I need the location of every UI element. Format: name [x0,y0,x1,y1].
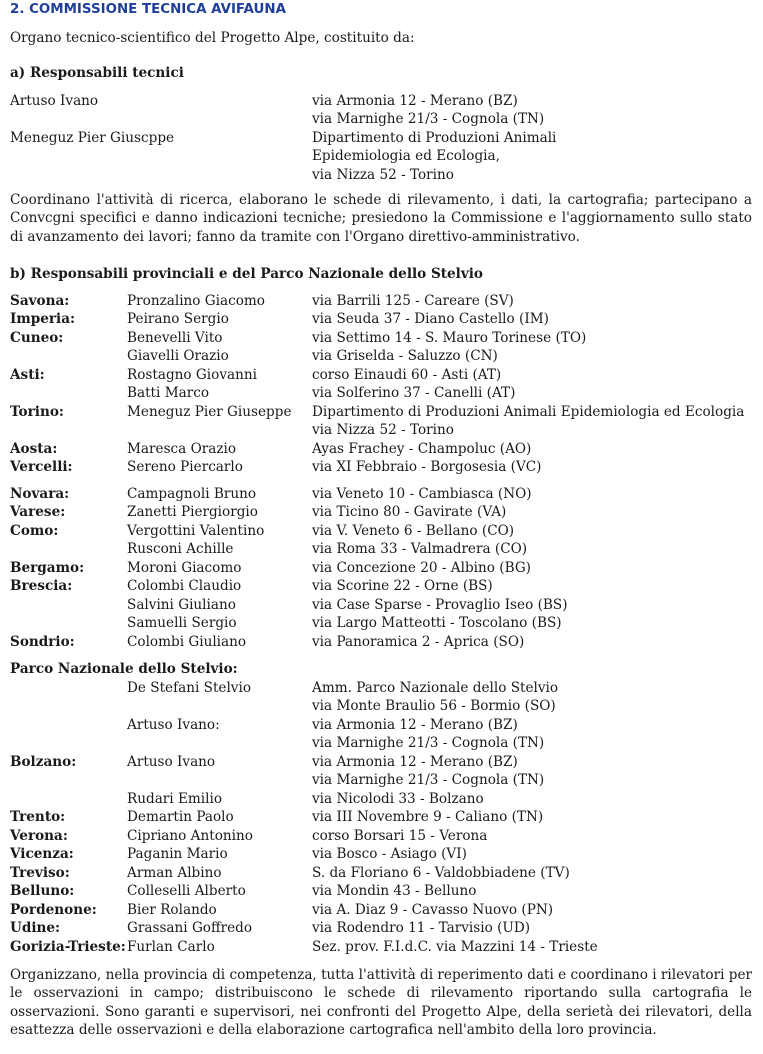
person-name: Artuso Ivano [127,753,216,770]
table-row [10,577,755,595]
person-name: Salvini Giuliano [127,596,236,613]
address: via Marnighe 21/3 - Cognola (TN) [312,772,545,789]
person-name: Rostagno Giovanni [127,366,257,383]
person-name: Maresca Orazio [127,440,237,457]
address: via Largo Matteotti - Toscolano (BS) [312,615,562,632]
address: via Roma 33 - Valmadrera (CO) [312,541,528,558]
province-label: Como: [10,522,59,539]
province-label: Vercelli: [10,459,73,476]
person-name: Benevelli Vito [127,329,223,346]
address: via A. Diaz 9 - Cavasso Nuovo (PN) [312,901,554,918]
person-name: Grassani Goffredo [127,920,253,937]
person-name: Vergottini Valentino [127,522,265,539]
province-label: Udine: [10,920,61,937]
table-row [10,596,755,614]
table-row [10,366,755,384]
person-name: Zanetti Piergiorgio [127,504,258,521]
address: via Solferino 37 - Canelli (AT) [312,385,516,402]
person-name: Bier Rolando [127,901,217,918]
person-name: Cipriano Antonino [127,827,253,844]
province-label: Aosta: [10,440,58,457]
person-name: Moroni Giacomo [127,559,242,576]
address: via Ticino 80 - Gavirate (VA) [312,504,507,521]
table-row [10,310,755,328]
address: via Seuda 37 - Diano Castello (IM) [312,311,549,328]
address: via Armonia 12 - Merano (BZ) [312,93,518,109]
address: via Armonia 12 - Merano (BZ) [312,716,518,733]
table-row [10,503,755,521]
address: Ayas Frachey - Champoluc (AO) [312,440,532,457]
person-name: Artuso Ivano: [127,716,220,733]
province-label: Treviso: [10,864,70,881]
table-row [10,919,755,937]
address: via Case Sparse - Provaglio Iseo (BS) [312,596,568,613]
list-item [10,147,755,165]
address: via Veneto 10 - Cambiasca (NO) [312,486,532,502]
province-label: Brescia: [10,578,73,595]
table-row [10,679,755,697]
section-a-paragraph: Coordinano l'attività di ricerca, elaborano le schede di rilevamento, i dati, la cartografia; partecipano a Convcgni specifici e danno indicazioni tecniche; presiedono la Commissione e l'aggiornamento sullo stato di avanzamento dei lavori; fanno da tramite con l'Organo direttivo-amministrativo. [10,192,752,245]
table-row [10,716,755,734]
address: via Bosco - Asiago (VI) [312,846,467,863]
province-label: Gorizia-Trieste: [10,938,126,955]
person-name: Giavelli Orazio [127,348,229,365]
province-label: Trento: [10,809,66,826]
address: via Concezione 20 - Albino (BG) [312,559,531,576]
list-item [10,166,755,184]
table-row [10,734,755,752]
table-row [10,292,755,310]
province-label: Bolzano: [10,753,77,770]
address: Dipartimento di Produzioni Animali [312,129,557,146]
table-row [10,697,755,715]
address: S. da Floriano 6 - Valdobbiadene (TV) [312,864,570,881]
address: via V. Veneto 6 - Bellano (CO) [312,522,515,539]
person-name: Campagnoli Bruno [127,486,257,502]
address: via Armonia 12 - Merano (BZ) [312,753,518,770]
person-name: Sereno Piercarlo [127,459,243,476]
section-heading: 2. COMMISSIONE TECNICA AVIFAUNA [10,2,286,17]
table-row [10,329,755,347]
section-b-paragraph: Organizzano, nella provincia di competenza, tutta l'attività di reperimento dati e coordinano i rilevatori per le osservazioni in campo; distribuiscono le schede di rilevamento riportando sulla cartografia le osservazioni. Sono garanti e supervisori, nei confronti del Progetto Alpe, della serietà dei rilevatori, della esattezza delle osservazioni e della elaborazione cartografica nell'ambito della loro provincia. [10,967,752,1039]
intro-text: Organo tecnico-scientifico del Progetto Alpe, costituito da: [10,30,415,46]
address: via Mondin 43 - Belluno [312,883,477,900]
table-row [10,864,755,882]
province-label: Imperia: [10,311,76,328]
province-label: Vicenza: [10,846,74,863]
table-row [10,403,755,421]
address: Amm. Parco Nazionale dello Stelvio [312,680,559,696]
table-row [10,901,755,919]
address: via Panoramica 2 - Aprica (SO) [312,633,525,650]
address: via Marnighe 21/3 - Cognola (TN) [312,735,545,752]
table-row [10,827,755,845]
table-row [10,771,755,789]
table-row [10,790,755,808]
subsection-b-title: b) Responsabili provinciali e del Parco Nazionale dello Stelvio [10,266,483,282]
table-row [10,753,755,771]
person-name: Demartin Paolo [127,809,234,826]
address: via Marnighe 21/3 - Cognola (TN) [312,111,545,128]
address: via III Novembre 9 - Caliano (TN) [312,809,544,826]
person-name: Rusconi Achille [127,541,234,558]
address: via Nizza 52 - Torino [312,166,454,183]
parco-title: Parco Nazionale dello Stelvio: [10,661,238,677]
table-row [10,882,755,900]
address: via Griselda - Saluzzo (CN) [312,348,498,365]
province-label: Verona: [10,827,68,844]
address: via Scorine 22 - Orne (BS) [312,578,493,595]
province-label: Savona: [10,293,70,309]
table-row [10,808,755,826]
address: via XI Febbraio - Borgosesia (VC) [312,459,542,476]
table-row [10,845,755,863]
person-name: Paganin Mario [127,846,228,863]
table-row [10,938,755,956]
person-name: Furlan Carlo [127,938,215,955]
table-row [10,522,755,540]
province-label: Bergamo: [10,559,85,576]
person-name: Pronzalino Giacomo [127,293,265,309]
province-label: Torino: [10,403,64,420]
province-label: Varese: [10,504,66,521]
person-name: Meneguz Pier Giuseppe [127,403,292,420]
table-row [10,614,755,632]
list-item [10,110,755,128]
person-name: Peirano Sergio [127,311,229,328]
person-name: Arman Albino [127,864,222,881]
table-row [10,559,755,577]
person-name: Samuelli Sergio [127,615,237,632]
table-row [10,347,755,365]
subsection-a-title: a) Responsabili tecnici [10,65,184,81]
address: via Settimo 14 - S. Mauro Torinese (TO) [312,329,587,346]
person-name: De Stefani Stelvio [127,680,252,696]
address: Sez. prov. F.I.d.C. via Mazzini 14 - Trieste [312,938,598,955]
person-name: Artuso Ivano [10,93,99,109]
address: via Barrili 125 - Careare (SV) [312,293,514,309]
address: via Nicolodi 33 - Bolzano [312,791,484,807]
address: corso Borsari 15 - Verona [312,827,488,844]
table-row [10,633,755,651]
person-name: Meneguz Pier Giuscppe [10,129,175,146]
province-label: Cuneo: [10,329,64,346]
table-row [10,440,755,458]
person-name: Colombi Giuliano [127,633,247,650]
list-item [10,92,755,110]
table-row [10,384,755,402]
person-name: Colombi Claudio [127,578,242,595]
person-name: Rudari Emilio [127,791,223,807]
address: Dipartimento di Produzioni Animali Epidemiologia ed Ecologia [312,403,745,420]
table-row [10,540,755,558]
table-row [10,421,755,439]
address: Epidemiologia ed Ecologia, [312,148,500,165]
list-item [10,129,755,147]
province-label: Novara: [10,486,70,502]
address: via Nizza 52 - Torino [312,422,454,439]
address: via Monte Braulio 56 - Bormio (SO) [312,698,556,715]
province-label: Pordenone: [10,901,97,918]
table-row [10,485,755,503]
table-row [10,458,755,476]
person-name: Batti Marco [127,385,210,402]
province-label: Sondrio: [10,633,75,650]
person-name: Colleselli Alberto [127,883,246,900]
province-label: Belluno: [10,883,75,900]
address: corso Einaudi 60 - Asti (AT) [312,366,502,383]
province-label: Asti: [10,366,45,383]
address: via Rodendro 11 - Tarvisio (UD) [312,920,531,937]
